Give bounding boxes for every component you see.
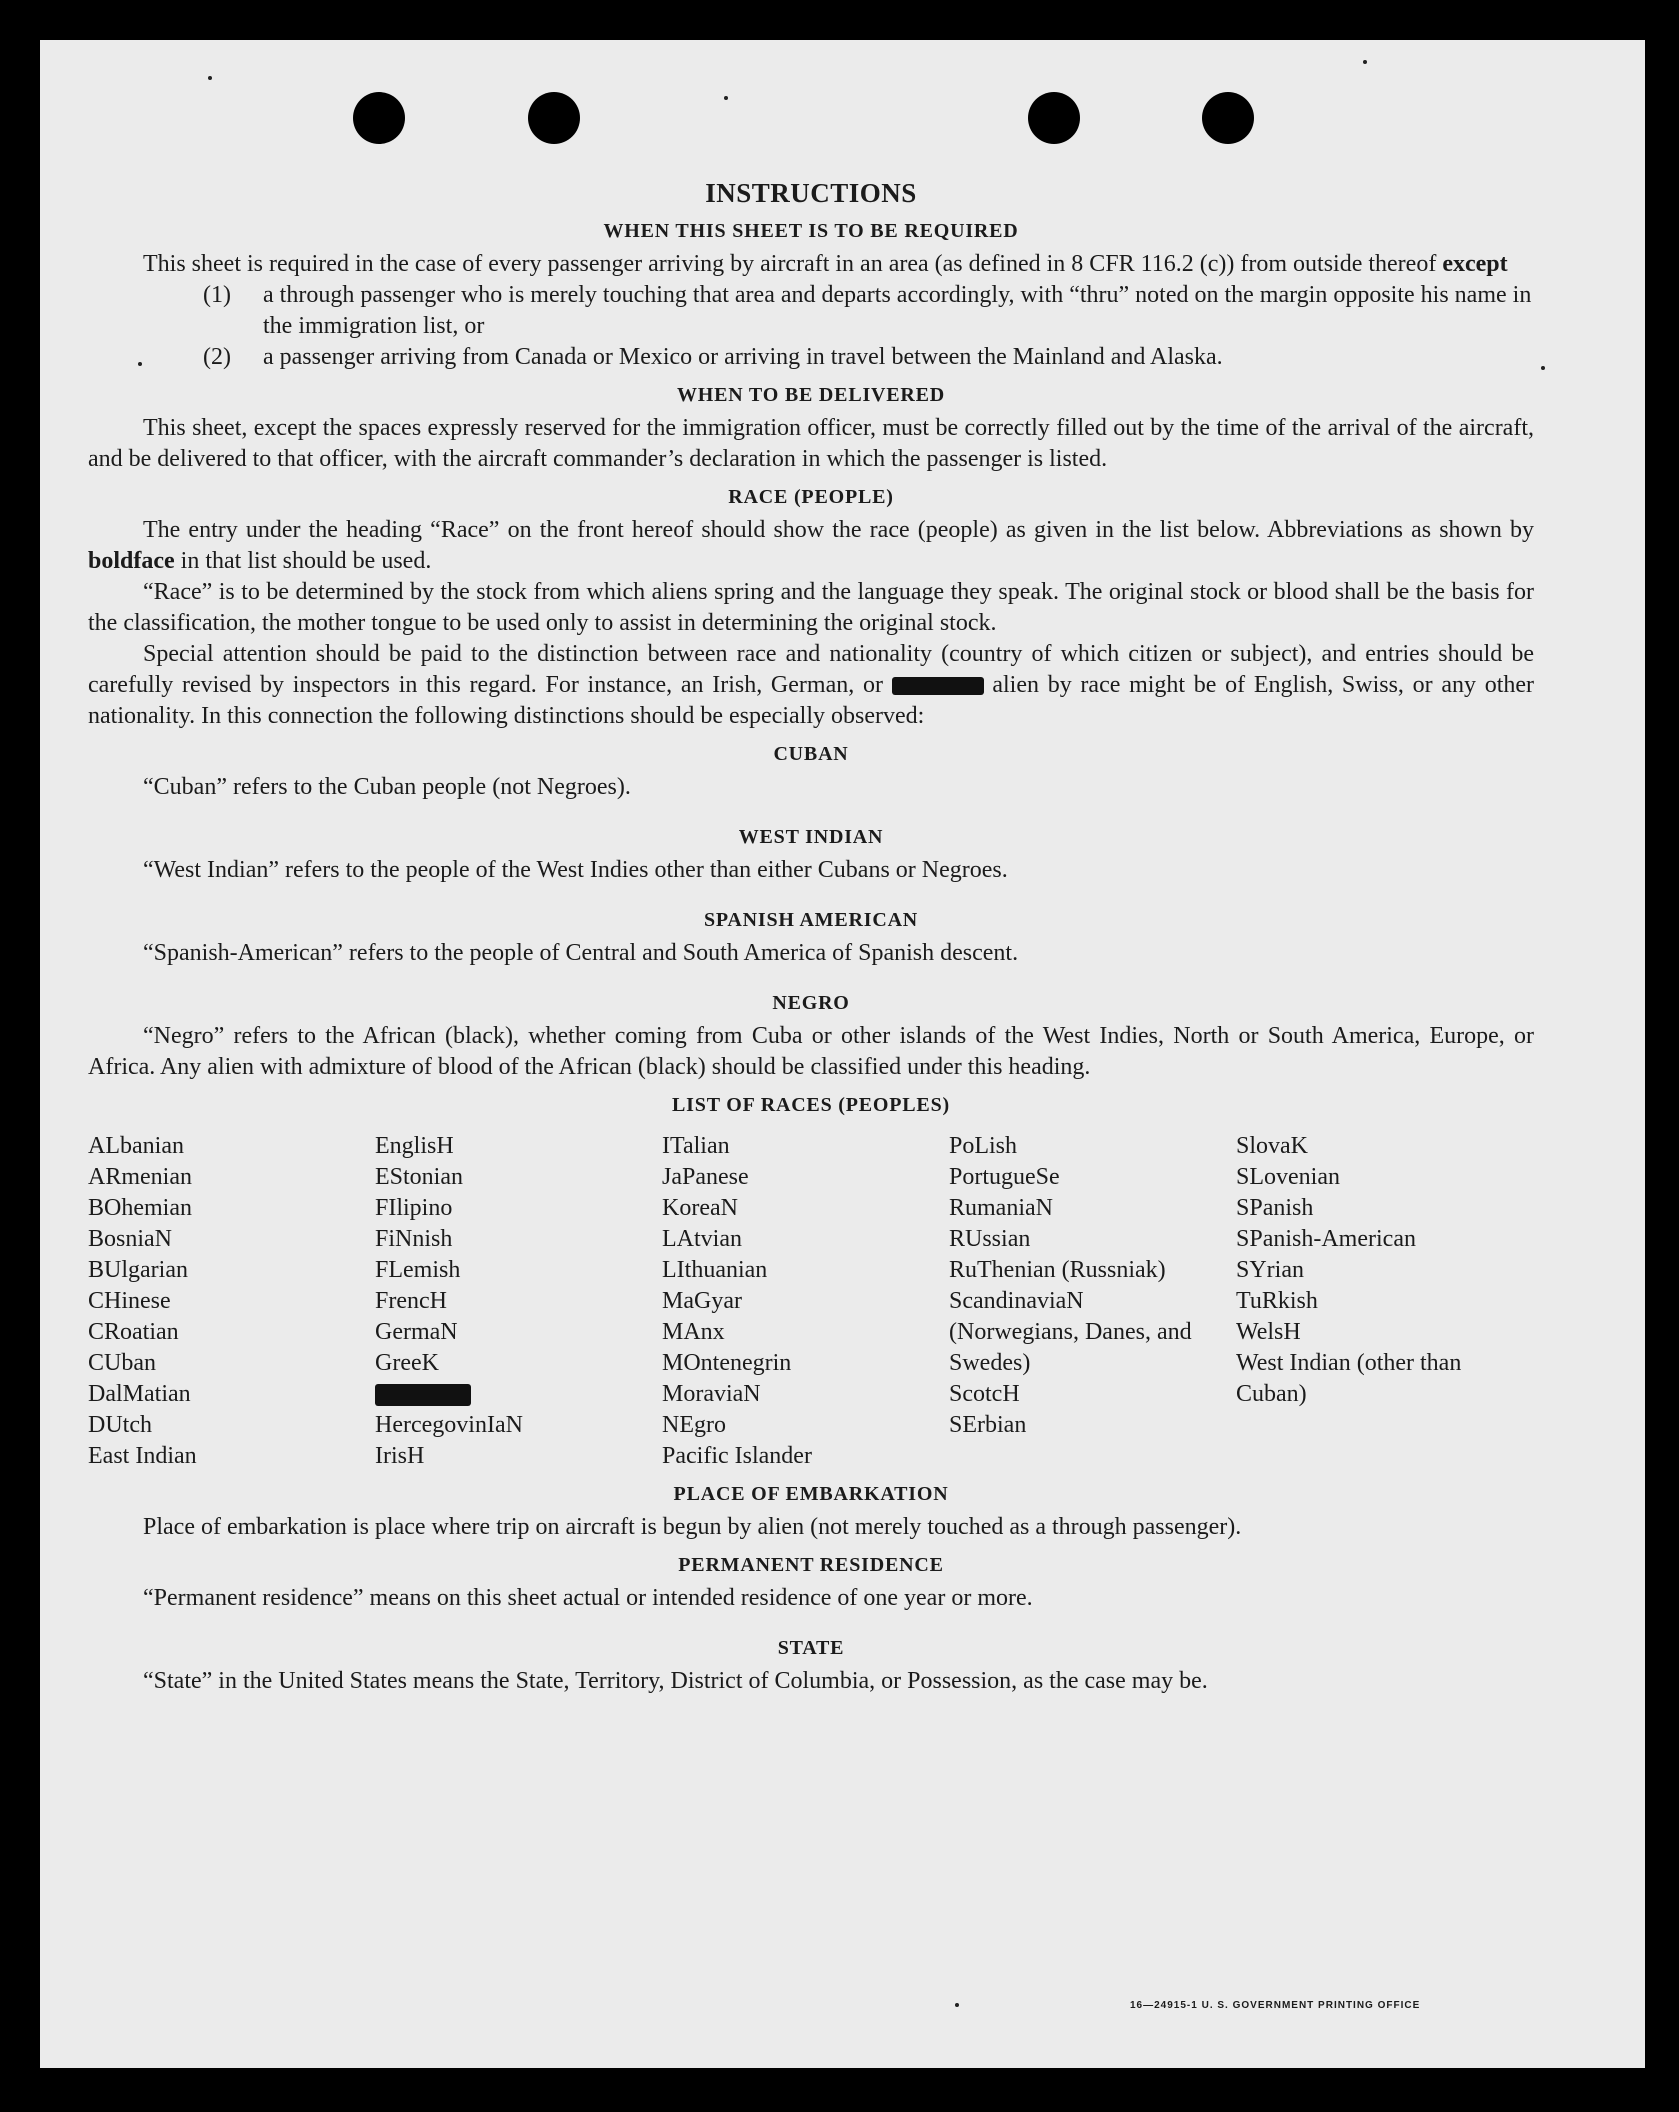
section-heading: CUBAN <box>773 743 849 765</box>
race-entry: FiNnish <box>375 1226 453 1252</box>
race-entry: SPanish-American <box>1236 1226 1416 1252</box>
race-entry: WelsH <box>1236 1319 1301 1345</box>
race-entry: HercegovinIaN <box>375 1412 523 1438</box>
race-entry: EStonian <box>375 1164 463 1190</box>
race-entry: NEgro <box>662 1412 726 1438</box>
race-entry: RumaniaN <box>949 1195 1053 1221</box>
section-heading: PERMANENT RESIDENCE <box>678 1554 944 1576</box>
speck <box>1541 366 1545 370</box>
section-heading: RACE (PEOPLE) <box>728 486 894 508</box>
race-entry: PoLish <box>949 1133 1018 1159</box>
race-entry: KoreaN <box>662 1195 738 1221</box>
race-entry: TuRkish <box>1236 1288 1318 1314</box>
paragraph: The entry under the heading “Race” on the front hereof should show the race (people) as given in the list below. Abbreviations as shown by boldface in that list should be used. <box>88 517 1534 574</box>
paragraph: Place of embarkation is place where trip on aircraft is begun by alien (not merely touched as a through passenger). <box>143 1514 1242 1540</box>
page-title: INSTRUCTIONS <box>705 178 917 208</box>
race-entry: SErbian <box>949 1412 1027 1438</box>
race-entry: Pacific Islander <box>662 1443 812 1469</box>
section-heading: STATE <box>777 1637 845 1659</box>
race-entry: MOntenegrin <box>662 1350 792 1376</box>
races-column <box>662 1131 949 1472</box>
speck <box>1363 60 1367 64</box>
section-heading: WEST INDIAN <box>738 826 884 848</box>
section-heading: NEGRO <box>772 992 850 1014</box>
race-entry: East Indian <box>88 1443 197 1469</box>
section-heading: PLACE OF EMBARKATION <box>673 1483 949 1505</box>
race-entry: BOhemian <box>88 1195 192 1221</box>
section-heading: LIST OF RACES (PEOPLES) <box>672 1094 950 1116</box>
race-entry: ScandinaviaN (Norwegians, Danes, and Swedes) <box>949 1288 1192 1376</box>
race-entry: CRoatian <box>88 1319 179 1345</box>
races-column <box>1236 1131 1523 1472</box>
race-entry: MAnx <box>662 1319 725 1345</box>
paragraph: “Cuban” refers to the Cuban people (not Negroes). <box>143 774 631 800</box>
race-entry: EnglisH <box>375 1133 454 1159</box>
race-entry: LAtvian <box>662 1226 742 1252</box>
race-entry: SlovaK <box>1236 1133 1308 1159</box>
instructions-content <box>88 168 1534 1697</box>
race-entry: GermaN <box>375 1319 458 1345</box>
punch-hole <box>353 92 405 144</box>
races-column <box>88 1131 375 1472</box>
paragraph: “Permanent residence” means on this sheet actual or intended residence of one year or more. <box>143 1585 1033 1611</box>
paragraph: “Race” is to be determined by the stock from which aliens spring and the language they speak. The original stock or blood shall be the basis for the classification, the mother tongue to be used only to assist in determining the original stock. <box>88 579 1534 636</box>
race-entry: West Indian (other than Cuban) <box>1236 1350 1462 1407</box>
paragraph: Special attention should be paid to the distinction between race and nationality (country of which citizen or subject), and entries should be carefully revised by inspectors in this regard. For instance, an Irish, German, or alien by race might be of English, Swiss, or any other nationality. In this connection the following distinctions should be especially observed: <box>88 641 1535 729</box>
redaction-mark <box>375 1384 471 1406</box>
speck <box>208 76 212 80</box>
races-column <box>949 1131 1236 1472</box>
race-entry: ALbanian <box>88 1133 184 1159</box>
race-entry: SYrian <box>1236 1257 1304 1283</box>
redaction-mark <box>892 677 984 695</box>
race-entry: ITalian <box>662 1133 730 1159</box>
race-entry: MaGyar <box>662 1288 742 1314</box>
race-entry: JaPanese <box>662 1164 749 1190</box>
race-entry: RuThenian (Russniak) <box>949 1257 1166 1283</box>
race-entry: LIthuanian <box>662 1257 768 1283</box>
race-entry: DUtch <box>88 1412 152 1438</box>
paragraph: This sheet is required in the case of every passenger arriving by aircraft in an area (as defined in 8 CFR 116.2 (c)) from outside thereof except <box>143 251 1508 277</box>
speck <box>955 2003 959 2007</box>
paragraph: “Negro” refers to the African (black), whether coming from Cuba or other islands of the West Indies, North or South America, Europe, or Africa. Any alien with admixture of blood of the African (black) should be classified under this heading. <box>88 1023 1534 1080</box>
punch-hole <box>528 92 580 144</box>
race-entry: ARmenian <box>88 1164 192 1190</box>
paragraph: “West Indian” refers to the people of the West Indies other than either Cubans or Negroes. <box>143 857 1008 883</box>
race-entry: DalMatian <box>88 1381 191 1407</box>
race-entry: FIlipino <box>375 1195 453 1221</box>
race-entry: PortugueSe <box>949 1164 1060 1190</box>
race-entry: GreeK <box>375 1350 439 1376</box>
race-entry: FLemish <box>375 1257 461 1283</box>
race-entry: SPanish <box>1236 1195 1314 1221</box>
paragraph: This sheet, except the spaces expressly reserved for the immigration officer, must be correctly filled out by the time of the arrival of the aircraft, and be delivered to that officer, with the aircraft commander’s declaration in which the passenger is listed. <box>88 415 1534 472</box>
race-entry: IrisH <box>375 1443 425 1469</box>
race-entry-redacted <box>375 1379 662 1410</box>
speck <box>724 96 728 100</box>
paragraph: “State” in the United States means the State, Territory, District of Columbia, or Possession, as the case may be. <box>143 1668 1208 1694</box>
list-item: (1) a through passenger who is merely touching that area and departs accordingly, with “thru” noted on the margin opposite his name in the immigration list, or <box>203 282 1532 339</box>
section-heading: WHEN THIS SHEET IS TO BE REQUIRED <box>603 220 1019 242</box>
race-entry: ScotcH <box>949 1381 1020 1407</box>
race-entry: SLovenian <box>1236 1164 1340 1190</box>
punch-hole <box>1202 92 1254 144</box>
list-item: (2) a passenger arriving from Canada or Mexico or arriving in travel between the Mainland and Alaska. <box>203 344 1223 370</box>
punch-hole <box>1028 92 1080 144</box>
race-entry: FrencH <box>375 1288 447 1314</box>
races-list <box>88 1131 1534 1472</box>
race-entry: MoraviaN <box>662 1381 761 1407</box>
race-entry: CHinese <box>88 1288 171 1314</box>
race-entry: BUlgarian <box>88 1257 188 1283</box>
document-page <box>40 40 1645 2068</box>
section-heading: SPANISH AMERICAN <box>703 909 919 931</box>
races-column <box>375 1131 662 1472</box>
printer-imprint: 16—24915-1 U. S. GOVERNMENT PRINTING OFFICE <box>1130 2000 1421 2011</box>
race-entry: CUban <box>88 1350 156 1376</box>
section-heading: WHEN TO BE DELIVERED <box>676 384 946 406</box>
race-entry: RUssian <box>949 1226 1031 1252</box>
race-entry: BosniaN <box>88 1226 172 1252</box>
paragraph: “Spanish-American” refers to the people of Central and South America of Spanish descent. <box>143 940 1019 966</box>
